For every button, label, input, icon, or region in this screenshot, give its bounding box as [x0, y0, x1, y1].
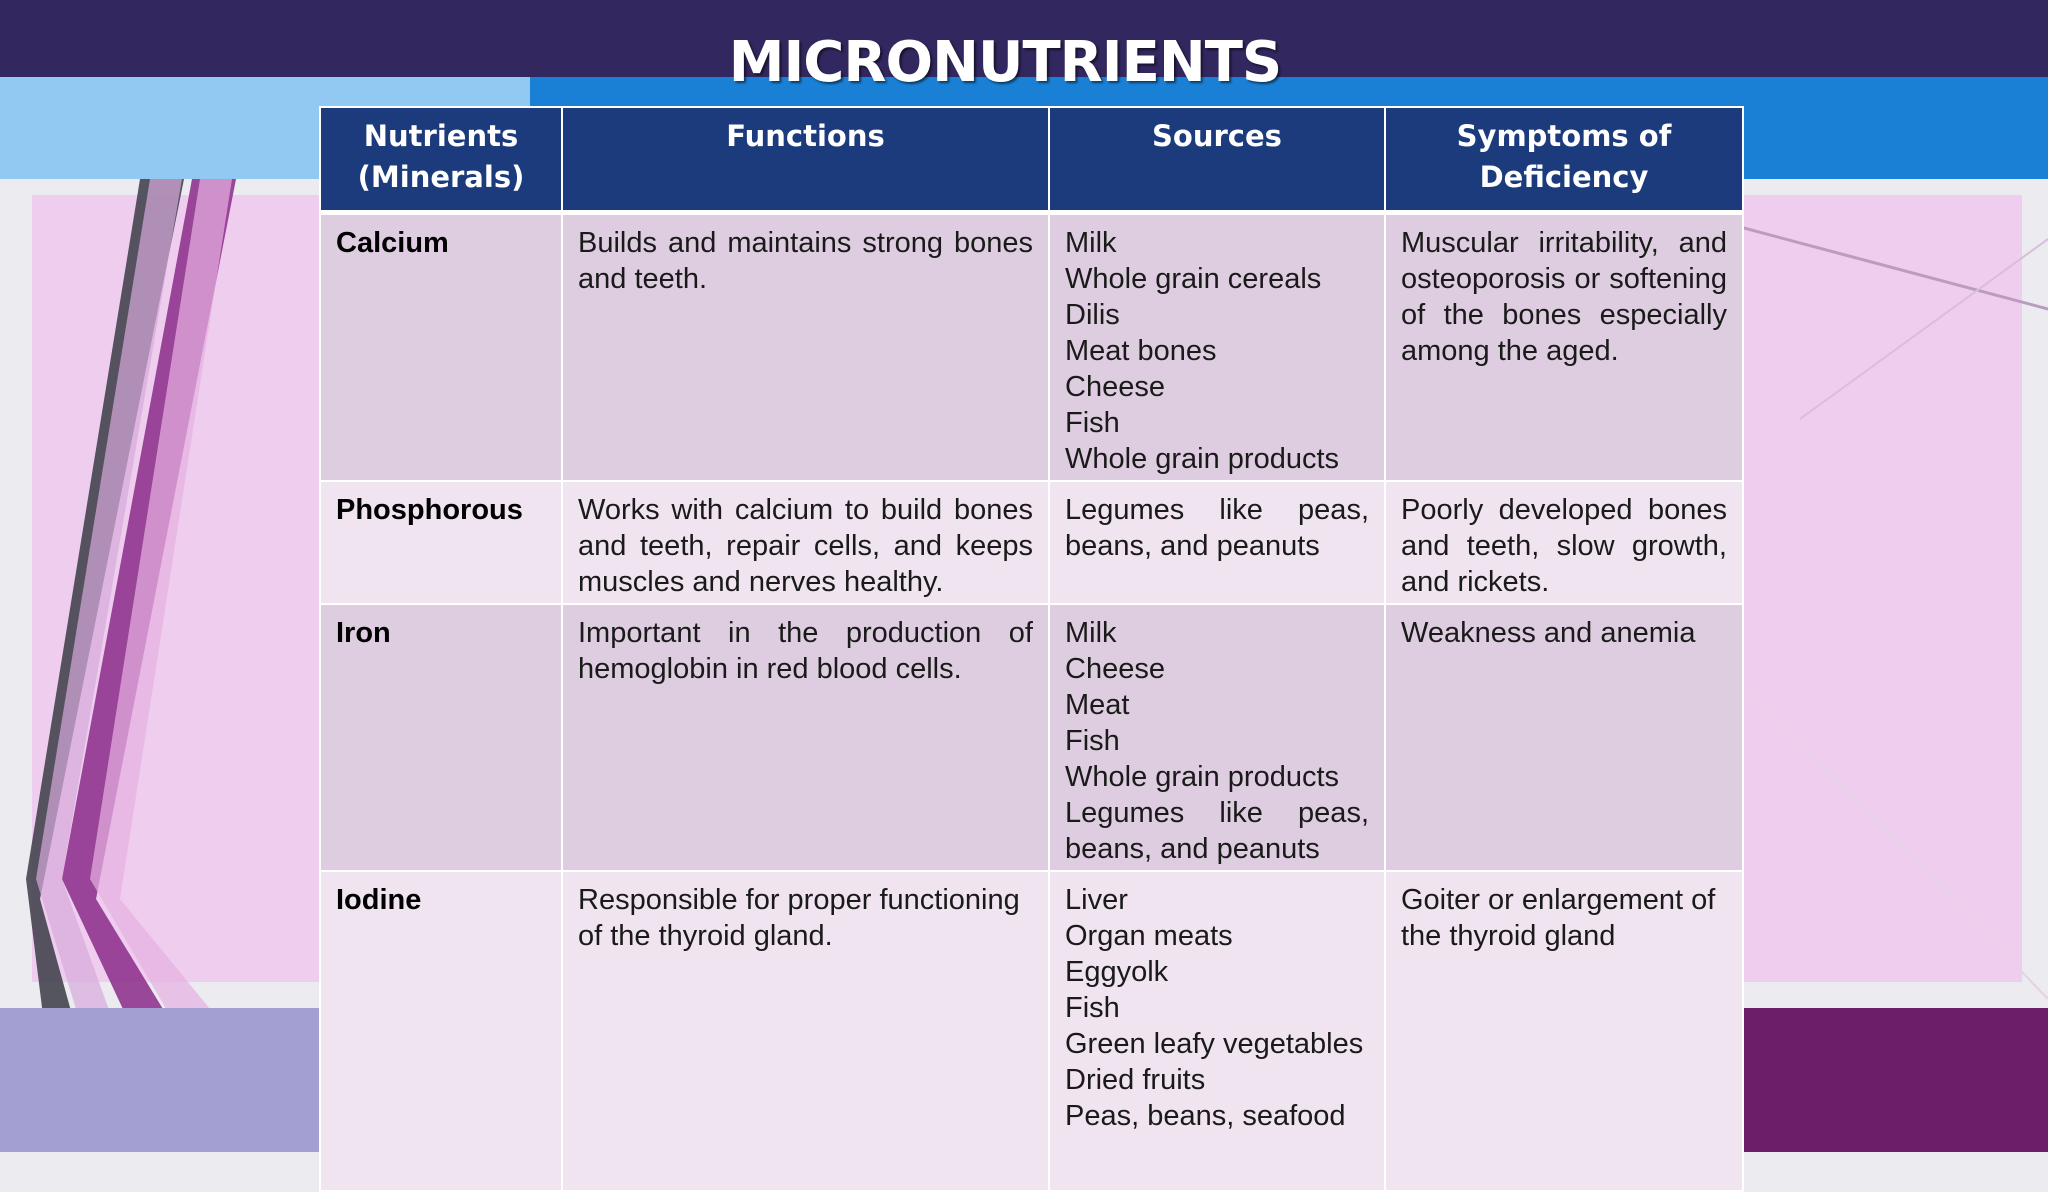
decorative-lines [1740, 179, 2048, 1008]
function-text: Responsible for proper functioning of the thyroid gland. [562, 871, 1049, 1191]
source-item: Fish [1065, 725, 1120, 757]
sources-cell [1049, 213, 1385, 482]
source-item: Cheese [1065, 371, 1165, 403]
header-functions: Functions [562, 107, 1049, 213]
header-symptoms: Symptoms of Deficiency [1385, 107, 1743, 213]
table-row-phosphorous [320, 481, 1743, 604]
nutrient-name: Iron [320, 604, 562, 871]
source-item: Green leafy vegetables [1065, 1028, 1364, 1060]
bottom-right-block [1740, 1008, 2048, 1152]
symptoms-text: Muscular irritability, and osteoporosis or softening of the bones especially among the aged. [1385, 213, 1743, 482]
table-header-row [320, 107, 1743, 213]
source-item: Milk [1065, 617, 1117, 649]
source-item: Peas, beans, seafood [1065, 1100, 1346, 1132]
source-item: Dilis [1065, 299, 1120, 331]
source-item: Whole grain products [1065, 443, 1340, 475]
source-item: Whole grain cereals [1065, 263, 1322, 295]
nutrient-name: Calcium [320, 213, 562, 482]
symptoms-text: Goiter or enlargement of the thyroid gland [1385, 871, 1743, 1191]
sources-cell [1049, 871, 1385, 1191]
nutrient-name: Phosphorous [320, 481, 562, 604]
micronutrients-table [319, 106, 1744, 1192]
header-nutrients: Nutrients (Minerals) [320, 107, 562, 213]
header-sources: Sources [1049, 107, 1385, 213]
table-row-calcium [320, 213, 1743, 482]
source-item: Dried fruits [1065, 1064, 1206, 1096]
source-item: Liver [1065, 884, 1128, 916]
function-text: Builds and maintains strong bones and teeth. [562, 213, 1049, 482]
source-item: Legumes like peas, beans, and peanuts [1065, 797, 1369, 865]
function-text: Important in the production of hemoglobin in red blood cells. [562, 604, 1049, 871]
decorative-stripes [0, 179, 330, 1152]
source-item: Eggyolk [1065, 956, 1169, 988]
symptoms-text: Weakness and anemia [1385, 604, 1743, 871]
source-item: Organ meats [1065, 920, 1233, 952]
table-row-iron [320, 604, 1743, 871]
source-item: Milk [1065, 227, 1117, 259]
table-row-iodine [320, 871, 1743, 1191]
sources-cell [1049, 604, 1385, 871]
source-item: Meat bones [1065, 335, 1217, 367]
slide-title: MICRONUTRIENTS [728, 30, 1282, 95]
source-item: Cheese [1065, 653, 1165, 685]
source-item: Legumes like peas, beans, and peanuts [1065, 494, 1369, 562]
source-item: Meat [1065, 689, 1130, 721]
symptoms-text: Poorly developed bones and teeth, slow growth, and rickets. [1385, 481, 1743, 604]
function-text: Works with calcium to build bones and teeth, repair cells, and keeps muscles and nerves healthy. [562, 481, 1049, 604]
bottom-left-block [0, 1008, 330, 1152]
nutrient-name: Iodine [320, 871, 562, 1191]
source-item: Whole grain products [1065, 761, 1340, 793]
micronutrients-table-container [319, 106, 1742, 1192]
source-item: Fish [1065, 992, 1120, 1024]
source-item: Fish [1065, 407, 1120, 439]
sources-cell [1049, 481, 1385, 604]
